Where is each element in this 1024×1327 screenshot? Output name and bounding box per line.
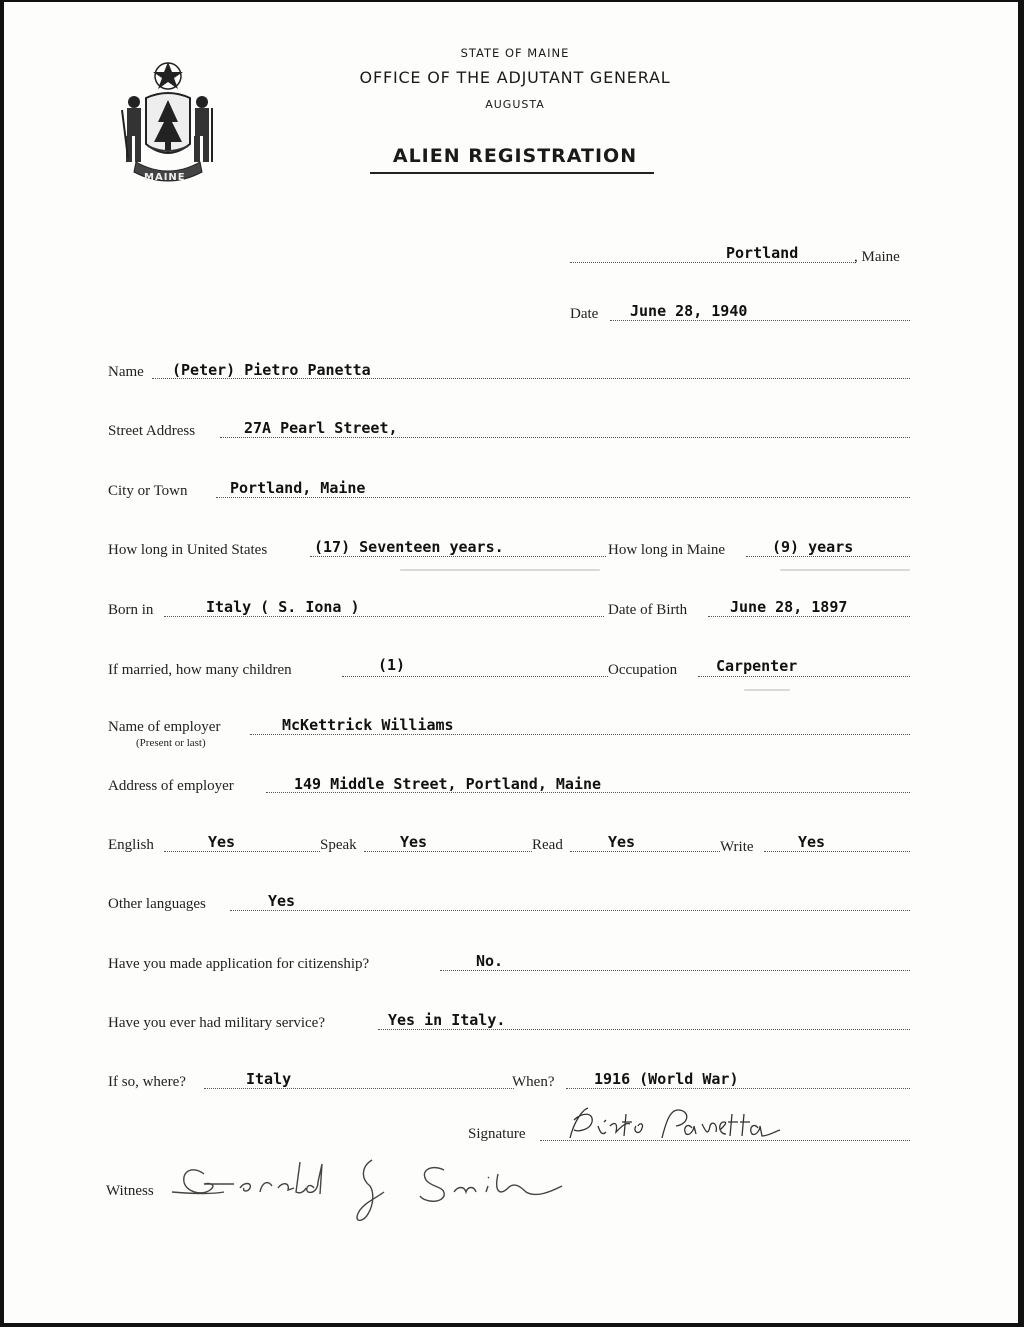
seal-text: MAINE <box>144 172 186 183</box>
how-long-us-value: (17) Seventeen years. <box>314 538 504 556</box>
children-line <box>342 676 608 677</box>
other-languages-value: Yes <box>268 892 296 910</box>
speak-line <box>364 851 532 852</box>
how-long-us-line <box>310 556 606 557</box>
read-label: Read <box>532 837 563 853</box>
occupation-label: Occupation <box>608 662 678 678</box>
born-in-line <box>164 616 604 617</box>
smudge <box>780 569 910 571</box>
state-heading: STATE OF MAINE <box>460 46 570 60</box>
name-label: Name <box>108 364 144 380</box>
other-languages-label: Other languages <box>108 896 206 912</box>
date-of-birth-line <box>708 616 910 617</box>
smudge <box>400 569 600 571</box>
occupation-line <box>698 676 910 677</box>
other-languages-line <box>230 910 910 911</box>
english-label: English <box>108 837 154 853</box>
form-title: ALIEN REGISTRATION <box>392 145 638 167</box>
street-address-label: Street Address <box>108 423 196 439</box>
name-value: (Peter) Pietro Panetta <box>172 361 371 379</box>
military-service-line <box>378 1029 910 1030</box>
date-line <box>610 320 910 321</box>
place-suffix: , Maine <box>854 249 900 265</box>
read-line <box>570 851 720 852</box>
english-value: Yes <box>208 833 236 851</box>
military-service-label: Have you ever had military service? <box>108 1015 325 1031</box>
title-underline <box>370 172 654 174</box>
employer-name-sublabel: (Present or last) <box>136 737 206 749</box>
occupation-value: Carpenter <box>716 657 798 675</box>
applicant-signature <box>552 1102 802 1150</box>
place-line <box>570 262 856 263</box>
service-where-label: If so, where? <box>108 1074 186 1090</box>
date-value: June 28, 1940 <box>630 302 748 320</box>
citizenship-label: Have you made application for citizenship? <box>108 956 370 972</box>
write-label: Write <box>720 839 754 855</box>
write-line <box>764 851 910 852</box>
service-where-line <box>204 1088 514 1089</box>
street-address-value: 27A Pearl Street, <box>244 419 398 437</box>
smudge <box>744 689 790 691</box>
speak-label: Speak <box>320 837 357 853</box>
service-when-value: 1916 (World War) <box>594 1070 739 1088</box>
born-in-label: Born in <box>108 602 154 618</box>
citizenship-line <box>440 970 910 971</box>
city-heading: AUGUSTA <box>485 98 545 111</box>
write-value: Yes <box>798 833 826 851</box>
employer-address-label: Address of employer <box>108 778 234 794</box>
speak-value: Yes <box>400 833 428 851</box>
office-heading: OFFICE OF THE ADJUTANT GENERAL <box>359 68 671 87</box>
employer-name-label: Name of employer <box>108 719 221 735</box>
signature-label: Signature <box>468 1126 526 1142</box>
employer-name-value: McKettrick Williams <box>282 716 454 734</box>
citizenship-value: No. <box>476 952 504 970</box>
witness-signature <box>164 1152 584 1242</box>
date-of-birth-value: June 28, 1897 <box>730 598 848 616</box>
children-label: If married, how many children <box>108 662 292 678</box>
employer-name-line <box>250 734 910 735</box>
how-long-us-label: How long in United States <box>108 542 268 558</box>
street-address-line <box>220 437 910 438</box>
english-line <box>164 851 320 852</box>
read-value: Yes <box>608 833 636 851</box>
employer-address-value: 149 Middle Street, Portland, Maine <box>294 775 602 793</box>
registration-form <box>4 2 1018 1323</box>
children-value: (1) <box>378 656 406 674</box>
date-of-birth-label: Date of Birth <box>608 602 688 618</box>
service-when-label: When? <box>512 1074 555 1090</box>
service-when-line <box>566 1088 910 1089</box>
city-town-line <box>216 497 910 498</box>
military-service-value: Yes in Italy. <box>388 1011 506 1029</box>
service-where-value: Italy <box>246 1070 292 1088</box>
how-long-maine-value: (9) years <box>772 538 854 556</box>
date-label: Date <box>570 306 599 322</box>
how-long-maine-label: How long in Maine <box>608 542 726 558</box>
city-town-value: Portland, Maine <box>230 479 366 497</box>
witness-label: Witness <box>106 1183 154 1199</box>
how-long-maine-line <box>746 556 910 557</box>
place-value: Portland <box>726 244 799 262</box>
born-in-value: Italy ( S. Iona ) <box>206 598 360 616</box>
city-town-label: City or Town <box>108 483 188 499</box>
